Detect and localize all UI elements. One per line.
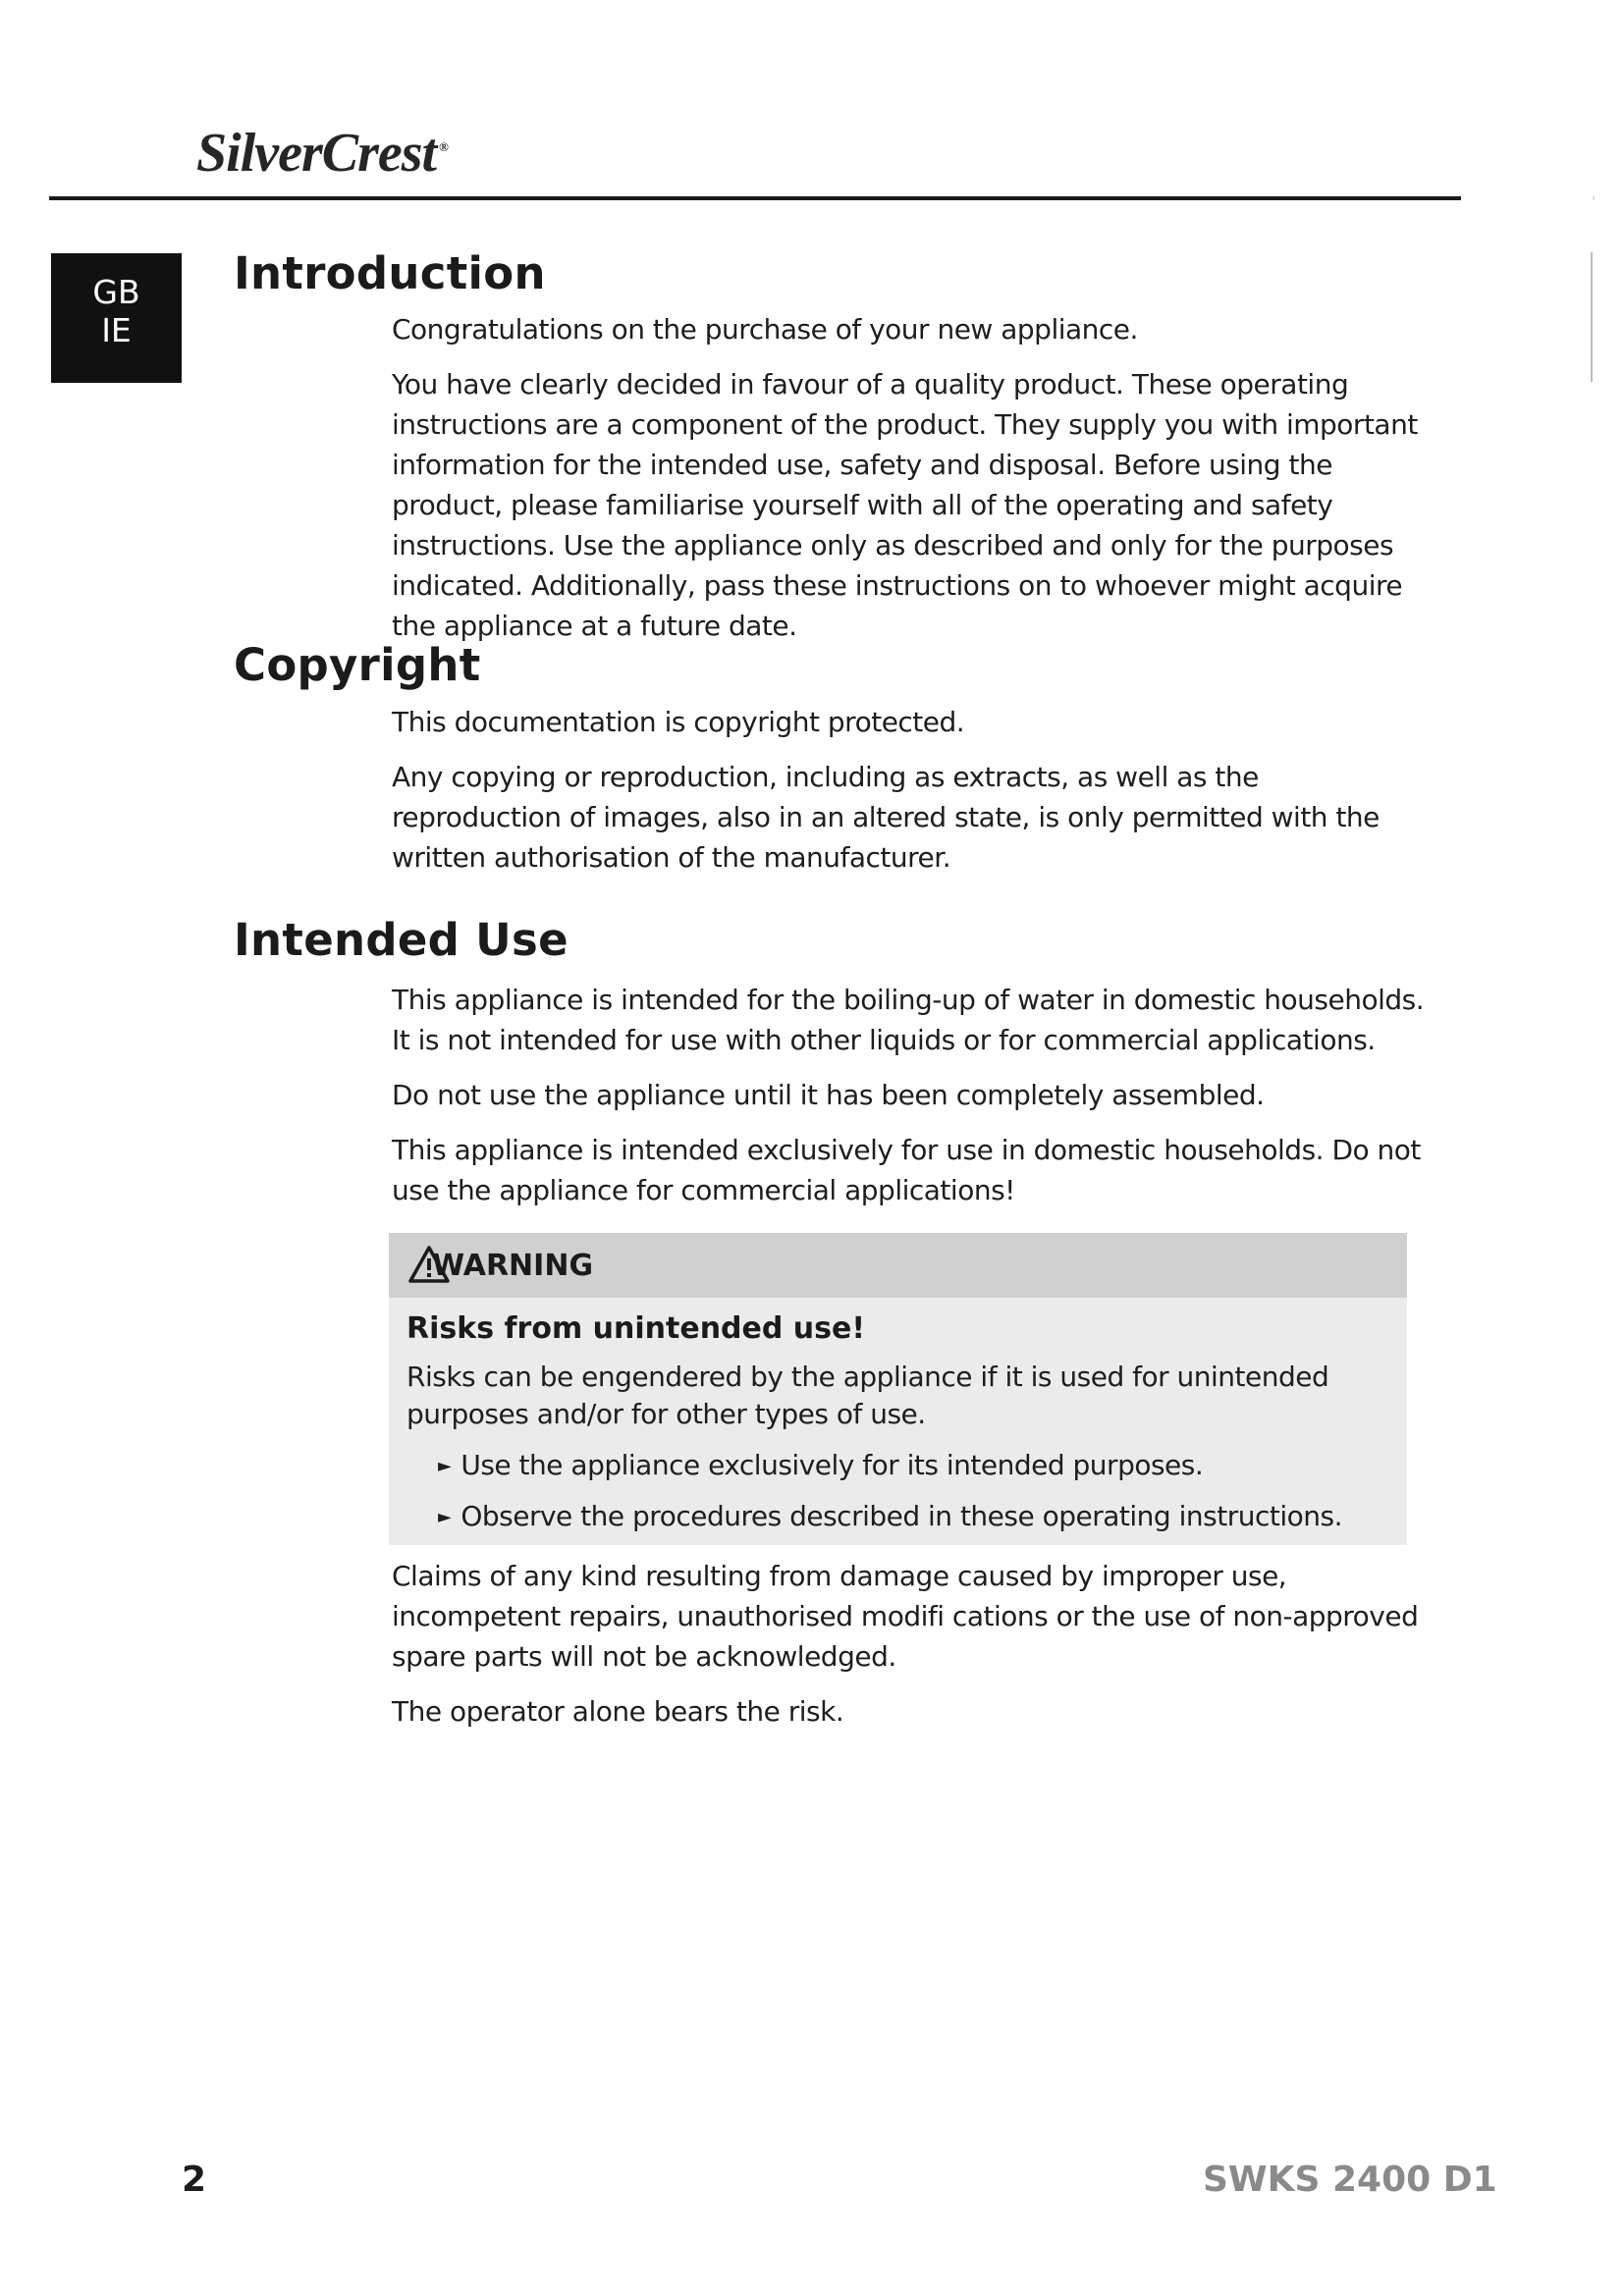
warning-bullet-text: Observe the procedures described in these operating instructions. — [460, 1500, 1342, 1532]
page-number: 2 — [182, 2160, 207, 2200]
warning-title: WARNING — [432, 1249, 594, 1283]
copyright-paragraph: Any copying or reproduction, including as extracts, as well as the reproduction of images, also in an altered state, is only permitted with the written authorisation of the manufacturer. — [392, 761, 1380, 874]
introduction-paragraph: You have clearly decided in favour of a quality product. These operating instructions are a component of the product. They supply you with important information for the intended use, safety and disposal. Before using the product, please familiarise yourself with all of the operating and safety instructions. Use the appliance only as described and only for the purposes indicated. Additionally, pass these instructions on to whoever might acquire the appliance at a future date. — [392, 368, 1418, 642]
warning-header — [389, 1233, 1407, 1298]
intended-use-closing — [392, 1556, 1425, 1746]
introduction-body — [392, 309, 1425, 661]
model-number: SWKS 2400 D1 — [1203, 2160, 1497, 2200]
warning-box — [389, 1233, 1407, 1545]
copyright-body — [392, 702, 1425, 892]
bullet-arrow-icon: ► — [438, 1507, 452, 1527]
registered-mark: ® — [439, 139, 448, 155]
intended-use-paragraph: Do not use the appliance until it has been completely assembled. — [392, 1079, 1265, 1111]
intended-use-body — [392, 980, 1425, 1225]
copyright-heading: Copyright — [234, 639, 481, 691]
brand-logo — [196, 122, 448, 185]
language-code-ie: IE — [101, 311, 132, 349]
language-tab — [51, 253, 182, 383]
brand-name: SilverCrest — [196, 123, 437, 184]
intended-use-paragraph: This appliance is intended exclusively for use in domestic households. Do not use the appliance for commercial applications! — [392, 1134, 1421, 1206]
warning-bullet — [438, 1498, 1342, 1536]
warning-subtitle: Risks from unintended use! — [406, 1311, 866, 1346]
header-rule — [49, 196, 1461, 200]
language-code-gb: GB — [92, 273, 140, 311]
bullet-arrow-icon: ► — [438, 1456, 452, 1476]
intended-use-paragraph: Claims of any kind resulting from damage caused by improper use, incompetent repairs, unauthorised modifi cations or the use of non-approved spare parts will not be acknowledged. — [392, 1560, 1419, 1673]
warning-bullet — [438, 1447, 1203, 1485]
introduction-heading: Introduction — [234, 247, 546, 299]
intended-use-paragraph: The operator alone bears the risk. — [392, 1695, 844, 1728]
page-edge-line — [1591, 252, 1593, 382]
page-edge-mark — [1593, 196, 1595, 200]
warning-text: Risks can be engendered by the appliance if it is used for unintended purposes and/or for other types of use. — [406, 1361, 1329, 1430]
intended-use-heading: Intended Use — [234, 914, 568, 966]
warning-bullet-text: Use the appliance exclusively for its intended purposes. — [460, 1449, 1204, 1481]
introduction-paragraph: Congratulations on the purchase of your new appliance. — [392, 313, 1138, 346]
copyright-paragraph: This documentation is copyright protected. — [392, 706, 965, 738]
intended-use-paragraph: This appliance is intended for the boiling-up of water in domestic households. It is not intended for use with other liquids or for commercial applications. — [392, 984, 1425, 1056]
